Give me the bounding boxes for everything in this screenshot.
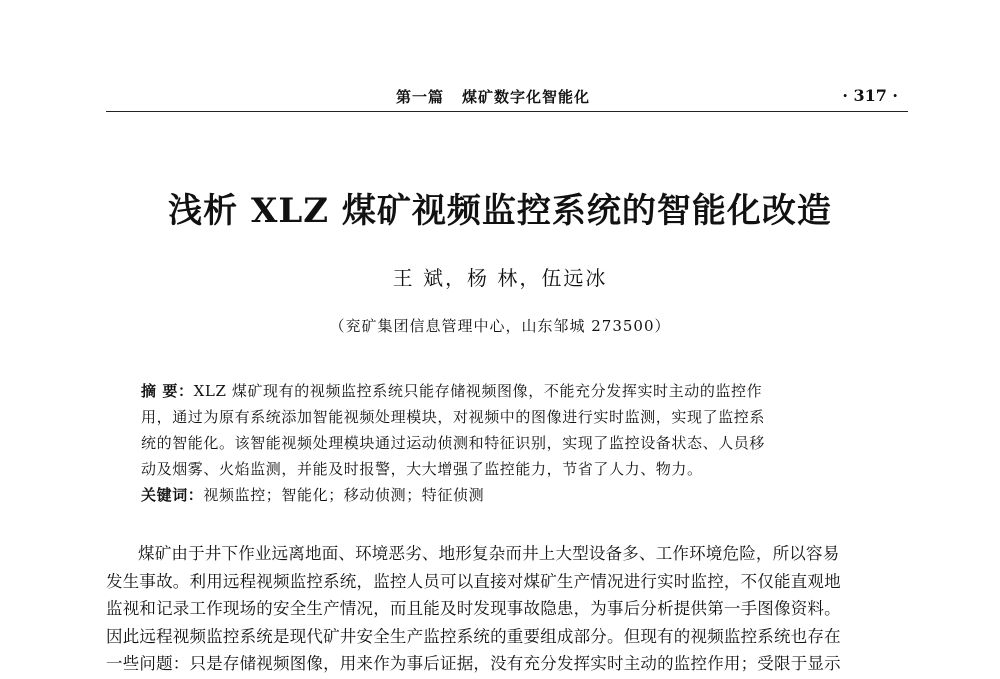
abstract-line: 统的智能化。该智能视频处理模块通过运动侦测和特征识别，实现了监控设备状态、人员移 <box>141 434 766 452</box>
abstract-line <box>141 378 871 404</box>
abstract-line: 用，通过为原有系统添加智能视频处理模块，对视频中的图像进行实时监测，实现了监控系 <box>141 408 766 426</box>
affiliation: （兖矿集团信息管理中心，山东邹城 273500） <box>329 317 671 335</box>
body-text <box>106 540 906 678</box>
body-line: 监视和记录工作现场的安全生产情况，而且能及时发现事故隐患，为事后分析提供第一手图像资料。 <box>106 599 841 618</box>
abstract-text: XLZ 煤矿现有的视频监控系统只能存储视频图像，不能充分发挥实时主动的监控作 <box>193 382 763 400</box>
body-line: 发生事故。利用远程视频监控系统，监控人员可以直接对煤矿生产情况进行实时监控，不仅能直观地 <box>106 571 841 591</box>
header-rule <box>106 111 908 112</box>
abstract-label: 摘 要： <box>141 382 194 400</box>
page-number: · 317 · <box>842 86 898 105</box>
body-line: 因此远程视频监控系统是现代矿井安全生产监控系统的重要组成部分。但现有的视频监控系统也存在 <box>106 626 841 646</box>
running-header <box>106 82 908 112</box>
header-section <box>396 86 590 107</box>
keywords-text: 视频监控；智能化；移动侦测；特征侦测 <box>203 486 485 504</box>
header-section-prefix: 第一篇 <box>396 88 445 106</box>
abstract-line: 动及烟雾、火焰监测，并能及时报警，大大增强了监控能力，节省了人力、物力。 <box>141 460 703 478</box>
body-line: 一些问题：只是存储视频图像，用来作为事后证据，没有充分发挥实时主动的监控作用；受限于显示 <box>106 654 841 673</box>
keywords <box>141 482 871 508</box>
abstract <box>141 378 871 508</box>
paper-title: 浅析 XLZ 煤矿视频监控系统的智能化改造 <box>168 191 832 231</box>
authors: 王 斌，杨 林，伍远冰 <box>392 266 608 290</box>
body-line: 煤矿由于井下作业远离地面、环境恶劣、地形复杂而井上大型设备多、工作环境危险，所以容易 <box>138 544 840 563</box>
keywords-label: 关键词： <box>141 486 204 504</box>
header-section-title: 煤矿数字化智能化 <box>462 88 591 106</box>
